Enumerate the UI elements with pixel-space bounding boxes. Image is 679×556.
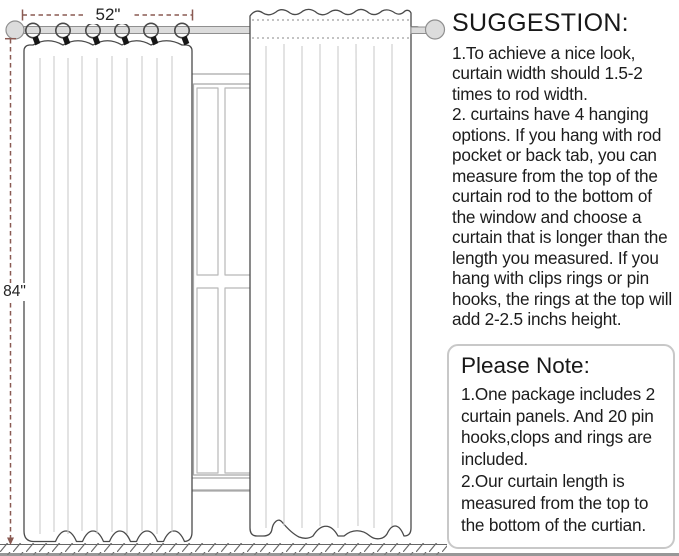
please-note-item-1: 1.One package includes 2 curtain panels. And 20 pin hooks,clops and rings are included. (461, 383, 655, 470)
right-curtain-panel (250, 9, 411, 538)
rod-finial-right (411, 20, 445, 39)
suggestion-heading: SUGGESTION: (452, 9, 629, 37)
curtain-length-label: 84" (0, 283, 29, 301)
suggestion-item-2: 2. curtains have 4 hanging options. If you hang with rod pocket or back tab, you can measure from the top of the curtain rod to the bottom of the window and choose a curtain that is longer than the length you measured. If you hang with clips rings or pin hooks, the rings at the top will add 2-2.5 inchs height. (452, 104, 673, 329)
rod-width-label: 52" (84, 6, 132, 24)
please-note-heading: Please Note: (461, 353, 590, 378)
left-curtain-panel (24, 41, 192, 542)
please-note-box (447, 344, 675, 549)
suggestion-section (452, 10, 678, 330)
please-note-item-2: 2.Our curtain length is measured from the top to the bottom of the curtian. (461, 471, 649, 535)
suggestion-item-1: 1.To achieve a nice look, curtain width should 1.5-2 times to rod width. (452, 42, 643, 104)
rod-finial-left (6, 21, 24, 39)
